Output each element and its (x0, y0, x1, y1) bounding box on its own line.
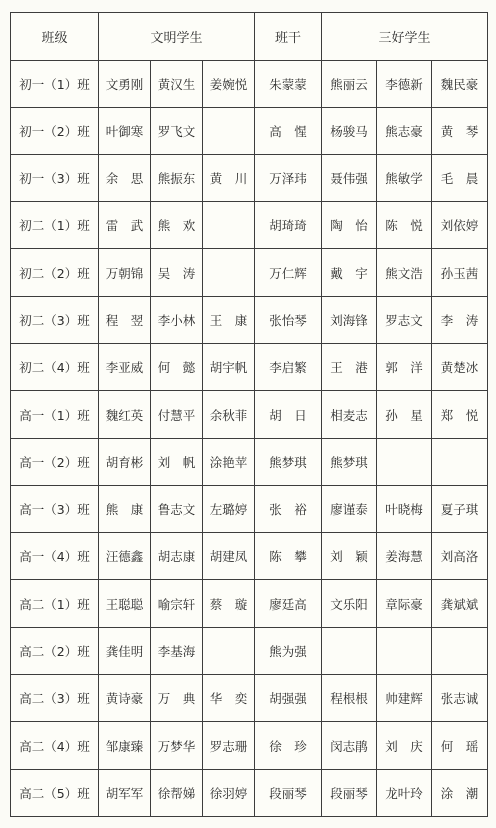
civilized-student-cell: 徐羽婷 (203, 770, 255, 817)
civilized-student-cell: 胡建凤 (203, 533, 255, 580)
civilized-student-cell: 何 懿 (151, 344, 203, 391)
class-cadre-cell: 胡强强 (255, 675, 322, 722)
three-good-student-cell: 何 瑶 (432, 722, 488, 770)
class-name-cell: 高二（3）班 (11, 675, 99, 722)
three-good-student-cell: 黄楚冰 (432, 344, 488, 391)
civilized-student-cell (203, 249, 255, 297)
three-good-student-cell: 叶晓梅 (377, 486, 432, 533)
table-row (11, 108, 488, 155)
table-row (11, 61, 488, 108)
three-good-student-cell: 文乐阳 (322, 580, 377, 628)
civilized-student-cell: 李亚威 (99, 344, 151, 391)
three-good-student-cell: 龚斌斌 (432, 580, 488, 628)
civilized-student-cell: 吴 涛 (151, 249, 203, 297)
class-name-cell: 初二（3）班 (11, 297, 99, 344)
class-name-cell: 初二（4）班 (11, 344, 99, 391)
three-good-student-cell (432, 628, 488, 675)
three-good-student-cell: 龙叶玲 (377, 770, 432, 817)
three-good-student-cell (322, 628, 377, 675)
three-good-student-cell: 刘 庆 (377, 722, 432, 770)
class-name-cell: 初一（1）班 (11, 61, 99, 108)
civilized-student-cell: 刘 帆 (151, 439, 203, 486)
class-name-cell: 高二（1）班 (11, 580, 99, 628)
three-good-student-cell: 罗志文 (377, 297, 432, 344)
class-cadre-cell: 胡 日 (255, 391, 322, 439)
class-cadre-cell: 高 惺 (255, 108, 322, 155)
class-name-cell: 高一（2）班 (11, 439, 99, 486)
civilized-student-cell: 罗飞文 (151, 108, 203, 155)
civilized-student-cell: 余 思 (99, 155, 151, 202)
three-good-student-cell: 程根根 (322, 675, 377, 722)
header-three-good-students: 三好学生 (322, 13, 488, 61)
class-cadre-cell: 李启繁 (255, 344, 322, 391)
table-row (11, 155, 488, 202)
civilized-student-cell: 文勇刚 (99, 61, 151, 108)
three-good-student-cell (377, 628, 432, 675)
table-row (11, 675, 488, 722)
three-good-student-cell: 杨骏马 (322, 108, 377, 155)
civilized-student-cell: 李基海 (151, 628, 203, 675)
civilized-student-cell: 熊 欢 (151, 202, 203, 249)
class-name-cell: 高一（3）班 (11, 486, 99, 533)
three-good-student-cell: 戴 宇 (322, 249, 377, 297)
class-name-cell: 高一（1）班 (11, 391, 99, 439)
three-good-student-cell: 熊丽云 (322, 61, 377, 108)
civilized-student-cell: 胡育彬 (99, 439, 151, 486)
three-good-student-cell: 熊敏学 (377, 155, 432, 202)
table-row (11, 439, 488, 486)
class-cadre-cell: 万仁辉 (255, 249, 322, 297)
three-good-student-cell: 涂 潮 (432, 770, 488, 817)
three-good-student-cell: 郑 悦 (432, 391, 488, 439)
three-good-student-cell: 王 港 (322, 344, 377, 391)
header-civilized-students: 文明学生 (99, 13, 255, 61)
class-name-cell: 高一（4）班 (11, 533, 99, 580)
three-good-student-cell: 廖谨泰 (322, 486, 377, 533)
civilized-student-cell: 罗志珊 (203, 722, 255, 770)
civilized-student-cell: 熊 康 (99, 486, 151, 533)
civilized-student-cell (203, 108, 255, 155)
class-cadre-cell: 朱蒙蒙 (255, 61, 322, 108)
three-good-student-cell: 陶 怡 (322, 202, 377, 249)
three-good-student-cell: 陈 悦 (377, 202, 432, 249)
class-name-cell: 初二（2）班 (11, 249, 99, 297)
three-good-student-cell: 刘海锋 (322, 297, 377, 344)
three-good-student-cell: 李德新 (377, 61, 432, 108)
class-cadre-cell: 张怡琴 (255, 297, 322, 344)
class-cadre-cell: 张 裕 (255, 486, 322, 533)
civilized-student-cell: 付慧平 (151, 391, 203, 439)
three-good-student-cell: 相麦志 (322, 391, 377, 439)
three-good-student-cell: 段丽琴 (322, 770, 377, 817)
three-good-student-cell: 熊志豪 (377, 108, 432, 155)
class-cadre-cell: 熊梦琪 (255, 439, 322, 486)
table-row (11, 249, 488, 297)
three-good-student-cell: 郭 洋 (377, 344, 432, 391)
three-good-student-cell: 聂伟强 (322, 155, 377, 202)
three-good-student-cell: 刘高洛 (432, 533, 488, 580)
three-good-student-cell: 刘依婷 (432, 202, 488, 249)
three-good-student-cell: 姜海慧 (377, 533, 432, 580)
civilized-student-cell: 胡志康 (151, 533, 203, 580)
civilized-student-cell: 邹康臻 (99, 722, 151, 770)
civilized-student-cell: 雷 武 (99, 202, 151, 249)
class-cadre-cell: 廖廷高 (255, 580, 322, 628)
civilized-student-cell: 黄汉生 (151, 61, 203, 108)
civilized-student-cell: 余秋菲 (203, 391, 255, 439)
civilized-student-cell: 徐帮娣 (151, 770, 203, 817)
header-row (11, 13, 488, 61)
class-name-cell: 初一（2）班 (11, 108, 99, 155)
header-class-cadre: 班干 (255, 13, 322, 61)
civilized-student-cell: 魏红英 (99, 391, 151, 439)
civilized-student-cell: 程 翌 (99, 297, 151, 344)
civilized-student-cell: 胡宇帆 (203, 344, 255, 391)
table-row (11, 391, 488, 439)
three-good-student-cell: 章际豪 (377, 580, 432, 628)
class-name-cell: 高二（5）班 (11, 770, 99, 817)
three-good-student-cell: 夏子琪 (432, 486, 488, 533)
class-name-cell: 高二（4）班 (11, 722, 99, 770)
civilized-student-cell: 万梦华 (151, 722, 203, 770)
table-row (11, 770, 488, 817)
class-cadre-cell: 胡琦琦 (255, 202, 322, 249)
civilized-student-cell: 鲁志文 (151, 486, 203, 533)
class-cadre-cell: 万泽玮 (255, 155, 322, 202)
civilized-student-cell: 蔡 璇 (203, 580, 255, 628)
civilized-student-cell: 李小林 (151, 297, 203, 344)
three-good-student-cell: 孙玉茜 (432, 249, 488, 297)
civilized-student-cell: 黄 川 (203, 155, 255, 202)
table-row (11, 297, 488, 344)
table-row (11, 486, 488, 533)
civilized-student-cell (203, 628, 255, 675)
class-cadre-cell: 熊为强 (255, 628, 322, 675)
honor-roll-table (10, 12, 488, 817)
civilized-student-cell: 万 典 (151, 675, 203, 722)
three-good-student-cell (377, 439, 432, 486)
civilized-student-cell: 王聪聪 (99, 580, 151, 628)
three-good-student-cell: 帅建辉 (377, 675, 432, 722)
class-cadre-cell: 陈 攀 (255, 533, 322, 580)
three-good-student-cell: 黄 琴 (432, 108, 488, 155)
civilized-student-cell: 熊振东 (151, 155, 203, 202)
three-good-student-cell: 刘 颖 (322, 533, 377, 580)
class-name-cell: 初二（1）班 (11, 202, 99, 249)
table-row (11, 722, 488, 770)
table-row (11, 628, 488, 675)
civilized-student-cell: 左璐婷 (203, 486, 255, 533)
three-good-student-cell: 熊文浩 (377, 249, 432, 297)
civilized-student-cell: 龚佳明 (99, 628, 151, 675)
table-row (11, 533, 488, 580)
header-class: 班级 (11, 13, 99, 61)
three-good-student-cell: 李 涛 (432, 297, 488, 344)
three-good-student-cell: 张志诚 (432, 675, 488, 722)
class-name-cell: 高二（2）班 (11, 628, 99, 675)
table-row (11, 344, 488, 391)
three-good-student-cell: 毛 晨 (432, 155, 488, 202)
civilized-student-cell: 黄诗豪 (99, 675, 151, 722)
civilized-student-cell (203, 202, 255, 249)
civilized-student-cell: 涂艳苹 (203, 439, 255, 486)
three-good-student-cell (432, 439, 488, 486)
civilized-student-cell: 叶御寒 (99, 108, 151, 155)
civilized-student-cell: 汪德鑫 (99, 533, 151, 580)
table-body (11, 13, 488, 817)
three-good-student-cell: 闵志鹃 (322, 722, 377, 770)
class-cadre-cell: 徐 珍 (255, 722, 322, 770)
civilized-student-cell: 胡军军 (99, 770, 151, 817)
three-good-student-cell: 熊梦琪 (322, 439, 377, 486)
three-good-student-cell: 魏民豪 (432, 61, 488, 108)
civilized-student-cell: 华 奕 (203, 675, 255, 722)
class-cadre-cell: 段丽琴 (255, 770, 322, 817)
table-row (11, 202, 488, 249)
class-name-cell: 初一（3）班 (11, 155, 99, 202)
civilized-student-cell: 喻宗轩 (151, 580, 203, 628)
civilized-student-cell: 王 康 (203, 297, 255, 344)
table-row (11, 580, 488, 628)
civilized-student-cell: 姜婉悦 (203, 61, 255, 108)
three-good-student-cell: 孙 星 (377, 391, 432, 439)
civilized-student-cell: 万朝锦 (99, 249, 151, 297)
